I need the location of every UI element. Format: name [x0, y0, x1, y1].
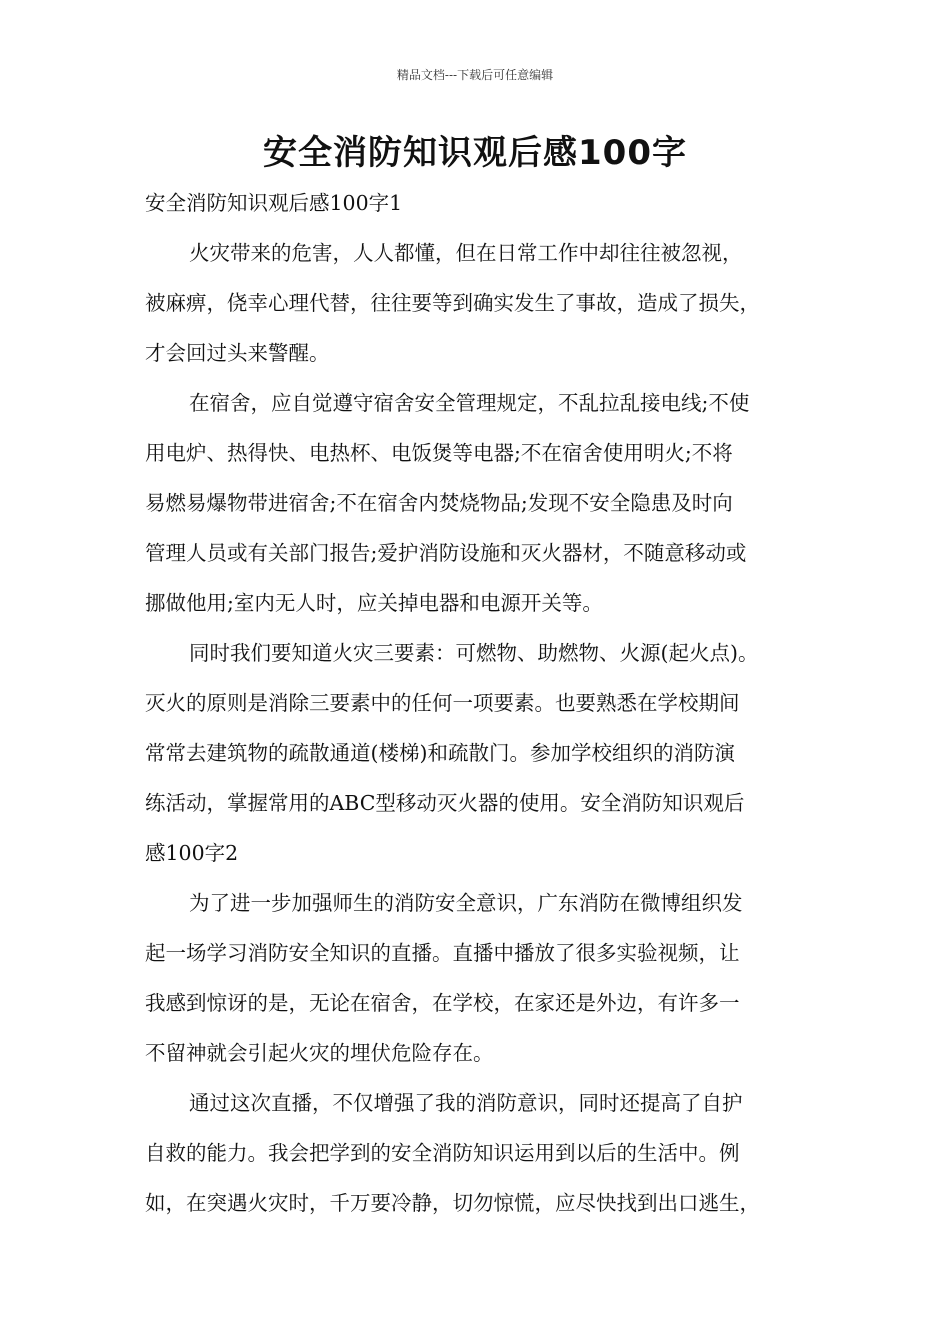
text-line: 如，在突遇火灾时，千万要冷静，切勿惊慌，应尽快找到出口逃生，	[145, 1191, 760, 1215]
text-line: 易燃易爆物带进宿舍;不在宿舍内焚烧物品;发现不安全隐患及时向	[145, 491, 733, 515]
text-line: 用电炉、热得快、电热杯、电饭煲等电器;不在宿舍使用明火;不将	[145, 441, 733, 465]
text-line: 常常去建筑物的疏散通道(楼梯)和疏散门。参加学校组织的消防演	[145, 741, 735, 765]
text-line: 在宿舍，应自觉遵守宿舍安全管理规定，不乱拉乱接电线;不使	[189, 391, 750, 415]
text-line: 练活动，掌握常用的ABC型移动灭火器的使用。安全消防知识观后	[145, 791, 745, 815]
text-line: 火灾带来的危害，人人都懂，但在日常工作中却往往被忽视，	[189, 241, 743, 265]
text-line: 我感到惊讶的是，无论在宿舍，在学校，在家还是外边，有许多一	[145, 991, 740, 1015]
text-line: 不留神就会引起火灾的埋伏危险存在。	[145, 1041, 494, 1065]
text-line: 灭火的原则是消除三要素中的任何一项要素。也要熟悉在学校期间	[145, 691, 740, 715]
text-line: 被麻痹，侥幸心理代替，往往要等到确实发生了事故，造成了损失，	[145, 291, 760, 315]
text-line: 为了进一步加强师生的消防安全意识，广东消防在微博组织发	[189, 891, 743, 915]
text-line: 起一场学习消防安全知识的直播。直播中播放了很多实验视频，让	[145, 941, 740, 965]
text-line: 同时我们要知道火灾三要素：可燃物、助燃物、火源(起火点)。	[189, 641, 759, 665]
text-line: 自救的能力。我会把学到的安全消防知识运用到以后的生活中。例	[145, 1141, 740, 1165]
text-line: 挪做他用;室内无人时，应关掉电器和电源开关等。	[145, 591, 603, 615]
section-subtitle: 安全消防知识观后感100字1	[145, 191, 403, 215]
text-line: 感100字2	[145, 841, 239, 865]
text-line: 通过这次直播，不仅增强了我的消防意识，同时还提高了自护	[189, 1091, 743, 1115]
text-line: 管理人员或有关部门报告;爱护消防设施和灭火器材，不随意移动或	[145, 541, 747, 565]
document-body	[145, 178, 827, 1228]
document-title: 安全消防知识观后感100字	[263, 133, 687, 173]
page-header: 精品文档---下载后可任意编辑	[396, 68, 554, 82]
text-line: 才会回过头来警醒。	[145, 341, 330, 365]
